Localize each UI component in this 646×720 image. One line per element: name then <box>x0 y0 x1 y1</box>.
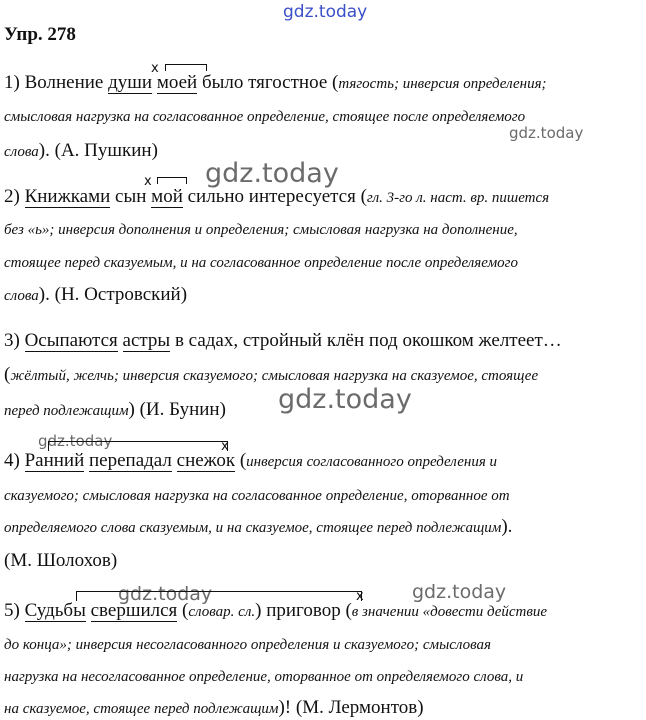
text: ) приговор ( <box>255 600 352 621</box>
sentence-2-line-2: без «ь»; инверсия дополнения и определения; смысловая нагрузка на дополнение, <box>4 222 518 238</box>
sentence-4-line-3 <box>4 516 512 539</box>
cross-mark: x <box>144 174 152 189</box>
sentence-4-line-1 <box>4 450 497 473</box>
word-underlined: астры <box>122 330 171 351</box>
item-number: 4) <box>4 450 25 471</box>
sentence-1-line-1 <box>4 72 547 95</box>
word-underlined: Судьбы <box>24 600 86 621</box>
word-underlined: свершился <box>90 600 178 621</box>
note: жёлтый, желчь; инверсия сказуемого; смысловая нагрузка на сказуемое, стоящее <box>10 368 539 384</box>
sentence-2-line-3: стоящее перед сказуемым, и на согласованное определение после определяемого <box>4 255 518 271</box>
text: ) (И. Бунин) <box>128 399 226 420</box>
watermark: gdz.today <box>118 583 213 605</box>
word-underlined: души <box>108 72 153 93</box>
sentence-2-line-4 <box>4 284 187 307</box>
text: ). (Н. Островский) <box>38 284 188 305</box>
sentence-4-line-4: (М. Шолохов) <box>4 550 118 571</box>
word-underlined: Книжками <box>24 186 111 207</box>
word-underlined: снежок <box>176 450 236 471</box>
note: в значении «довести действие <box>351 604 548 620</box>
dependency-arc <box>157 177 187 184</box>
cross-mark: x <box>221 439 229 454</box>
note: словар. сл. <box>188 604 256 620</box>
word-underlined: Ранний <box>24 450 85 471</box>
sentence-5-line-3: нагрузка на несогласованное определение, оторванное от определяемого слова, и <box>4 669 524 685</box>
watermark: gdz.today <box>509 124 584 142</box>
text <box>172 450 177 471</box>
cross-mark: x <box>356 589 364 604</box>
watermark: gdz.today <box>278 384 412 415</box>
sentence-5-line-2: до конца»; инверсия несогласованного определения и сказуемого; смысловая <box>4 637 492 653</box>
text: сын <box>110 186 152 207</box>
note: слова <box>4 288 39 304</box>
watermark: gdz.today <box>412 581 507 603</box>
word-underlined: мой <box>151 186 183 207</box>
note: тягость; инверсия определения; <box>338 76 547 92</box>
text <box>118 330 123 351</box>
dependency-arc <box>165 64 207 71</box>
word-underlined: моей <box>156 72 198 93</box>
text: )! (М. Лермонтов) <box>278 697 424 718</box>
item-number: 5) <box>4 600 25 621</box>
exercise-title: Упр. 278 <box>4 24 76 45</box>
word: Волнение <box>24 72 109 93</box>
watermark: gdz.today <box>38 432 113 450</box>
sentence-2-line-1 <box>4 186 549 209</box>
text: ). <box>501 516 513 537</box>
text: ( <box>177 600 189 621</box>
item-number: 3) <box>4 330 25 351</box>
sentence-5-line-1 <box>4 600 547 623</box>
note: определяемого слова сказуемым, и на сказуемое, стоящее перед подлежащим <box>4 520 502 536</box>
text: в садах, стройный клён под окошком желтеет… <box>170 330 562 351</box>
sentence-1-line-2: смысловая нагрузка на согласованное определение, стоящее после определяемого <box>4 109 526 125</box>
item-number: 2) <box>4 186 25 207</box>
watermark: gdz.today <box>205 158 339 189</box>
note: перед подлежащим <box>4 403 129 419</box>
sentence-5-line-4 <box>4 697 424 720</box>
note: гл. 3-го л. наст. вр. пишется <box>366 190 550 206</box>
note: на сказуемое, стоящее перед подлежащим <box>4 701 279 717</box>
text: ). (А. Пушкин) <box>38 140 158 161</box>
sentence-3-line-2 <box>4 364 538 387</box>
watermark-top: gdz.today <box>283 2 368 22</box>
item-number: 1) <box>4 72 25 93</box>
word-underlined: перепадал <box>89 450 172 471</box>
sentence-4-line-2: сказуемого; смысловая нагрузка на согласованное определение, оторванное от <box>4 488 510 504</box>
text: сильно интересуется ( <box>182 186 367 207</box>
text: ( <box>4 364 11 385</box>
note: инверсия согласованного определения и <box>246 454 498 470</box>
cross-mark: x <box>151 61 159 76</box>
text <box>86 600 91 621</box>
word-underlined: Осыпаются <box>24 330 118 351</box>
text: было тягостное ( <box>197 72 339 93</box>
sentence-1-line-3 <box>4 140 158 163</box>
sentence-3-line-3 <box>4 399 226 422</box>
sentence-3-line-1 <box>4 330 562 352</box>
note: слова <box>4 144 39 160</box>
text: ( <box>235 450 247 471</box>
